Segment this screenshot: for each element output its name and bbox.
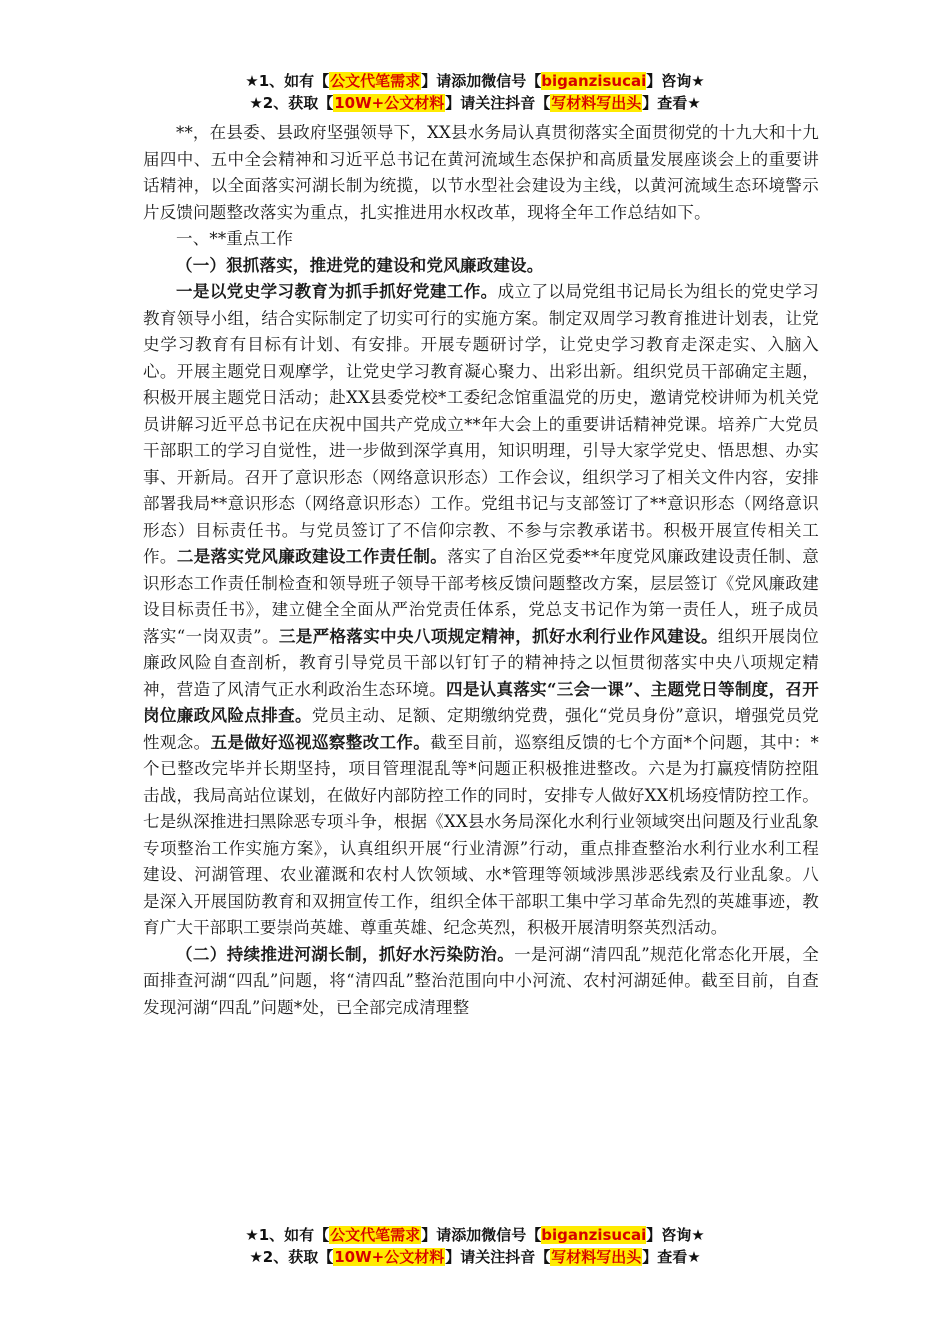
promo-text: 】请添加微信号【 <box>421 1226 542 1244</box>
paragraph-text: 落实了自治区党委**年度党风廉政建设责任制、意识形态工作责任制检查和领导班子领导干部考核反馈问题整改方案，层层签订《党风廉政建设目标责任书》，建立健全全面从严治党责任体系，党总支书记作为第一责任人，班子成员落实“一岗双责”。 <box>143 547 820 646</box>
promo-highlight: 写材料写出头 <box>551 1248 642 1266</box>
promo-text: ★2、获取【 <box>249 94 334 112</box>
promo-text: 】查看★ <box>642 94 701 112</box>
bold-lead: 四是认真落实“三会一课”、主题党日等制度，召开岗位廉政风险点排查。 <box>143 679 819 725</box>
promo-highlight: 公文代笔需求 <box>330 72 421 90</box>
wechat-id: biganzisucai <box>541 72 647 90</box>
promo-text: 】请关注抖音【 <box>445 94 551 112</box>
promo-line-1 <box>130 70 820 92</box>
promo-text: 】请添加微信号【 <box>421 72 542 90</box>
promo-highlight: 10W+公文材料 <box>334 94 445 112</box>
promo-line-1 <box>130 1224 820 1246</box>
promo-banner-top <box>130 70 820 114</box>
subsection-heading: （一）狠抓落实，推进党的建设和党风廉政建设。 <box>176 255 544 275</box>
intro-paragraph: **，在县委、县政府坚强领导下，XX县水务局认真贯彻落实全面贯彻党的十九大和十九届四中、五中全会精神和习近平总书记在黄河流域生态保护和高质量发展座谈会上的重要讲话精神，以全面落实河湖长制为统揽，以节水型社会建设为主线，以黄河流域生态环境警示片反馈问题整改落实为重点，扎实推进用水权改革，现将全年工作总结如下。 <box>143 123 819 222</box>
promo-text: 】查看★ <box>642 1248 701 1266</box>
paragraph-text: 党员主动、足额、定期缴纳党费，强化“党员身份”意识，增强党员党性观念。 <box>143 706 819 752</box>
document-body <box>143 120 819 1021</box>
promo-highlight: 10W+公文材料 <box>334 1248 445 1266</box>
wechat-id: biganzisucai <box>541 1226 647 1244</box>
bold-lead: 五是做好巡视巡察整改工作。 <box>210 732 431 752</box>
section-heading: 一、**重点工作 <box>176 229 294 248</box>
promo-text: ★1、如有【 <box>245 1226 330 1244</box>
promo-line-2 <box>130 92 820 114</box>
promo-line-2 <box>130 1246 820 1268</box>
bold-lead: 二是落实党风廉政建设工作责任制。 <box>176 547 448 566</box>
promo-text: 】咨询★ <box>646 72 705 90</box>
subsection-heading-inline: （二）持续推进河湖长制，抓好水污染防治。 <box>176 944 515 964</box>
promo-text: ★1、如有【 <box>245 72 330 90</box>
promo-text: 】咨询★ <box>646 1226 705 1244</box>
paragraph-text: 一是河湖“清四乱”规范化常态化开展，全面排查河湖“四乱”问题，将“清四乱”整治范围向中小河流、农村河湖延伸。截至目前，自查发现河湖“四乱”问题*处，已全部完成清理整 <box>143 944 820 1017</box>
promo-highlight: 公文代笔需求 <box>330 1226 421 1244</box>
promo-text: 】请关注抖音【 <box>445 1248 551 1266</box>
promo-text: ★2、获取【 <box>249 1248 334 1266</box>
paragraph-party-building <box>143 279 819 942</box>
paragraph-text: 组织开展岗位廉政风险自查剖析，教育引导党员干部以钉钉子的精神持之以恒贯彻落实中央八项规定精神，营造了风清气正水利政治生态环境。 <box>143 626 820 699</box>
paragraph-river-lake <box>143 942 819 1022</box>
bold-lead: 一是以党史学习教育为抓手抓好党建工作。 <box>176 282 498 301</box>
paragraph-text: 成立了以局党组书记局长为组长的党史学习教育领导小组，结合实际制定了切实可行的实施方案。制定双周学习教育推进计划表，让党史学习教育有目标有计划、有安排。开展专题研讨学，让党史学习教育走深走实、入脑入心。开展主题党日观摩学，让党史学习教育凝心聚力、出彩出新。组织党员干部确定主题，积极开展主题党日活动；赴XX县委党校*工委纪念馆重温党的历史，邀请党校讲师为机关党员讲解习近平总书记在庆祝中国共产党成立**年大会上的重要讲话精神党课。培养广大党员干部职工的学习自觉性，进一步做到深学真用，知识明理，引导大家学党史、悟思想、办实事、开新局。召开了意识形态（网络意识形态）工作会议，组织学习了相关文件内容，安排部署我局**意识形态（网络意识形态）工作。党组书记与支部签订了**意识形态（网络意识形态）目标责任书。与党员签订了不信仰宗教、不参与宗教承诺书。积极开展宣传相关工作。 <box>143 282 819 566</box>
bold-lead: 三是严格落实中央八项规定精神，抓好水利行业作风建设。 <box>278 626 718 646</box>
promo-banner-bottom <box>130 1224 820 1268</box>
promo-highlight: 写材料写出头 <box>551 94 642 112</box>
paragraph-text: 截至目前，巡察组反馈的七个方面*个问题，其中：*个已整改完毕并长期坚持，项目管理混乱等*问题正积极推进整改。六是为打赢疫情防控阻击战，我局高站位谋划，在做好内部防控工作的同时，安排专人做好XX机场疫情防控工作。七是纵深推进扫黑除恶专项斗争，根据《XX县水务局深化水利行业领域突出问题及行业乱象专项整治工作实施方案》，认真组织开展“行业清源”行动，重点排查整治水利行业水利工程建设、河湖管理、农业灌溉和农村人饮领域、水*管理等领域涉黑涉恶线索及行业乱象。八是深入开展国防教育和双拥宣传工作，组织全体干部职工集中学习革命先烈的英雄事迹，教育广大干部职工要崇尚英雄、尊重英雄、纪念英烈，积极开展清明祭英烈活动。 <box>143 732 819 937</box>
